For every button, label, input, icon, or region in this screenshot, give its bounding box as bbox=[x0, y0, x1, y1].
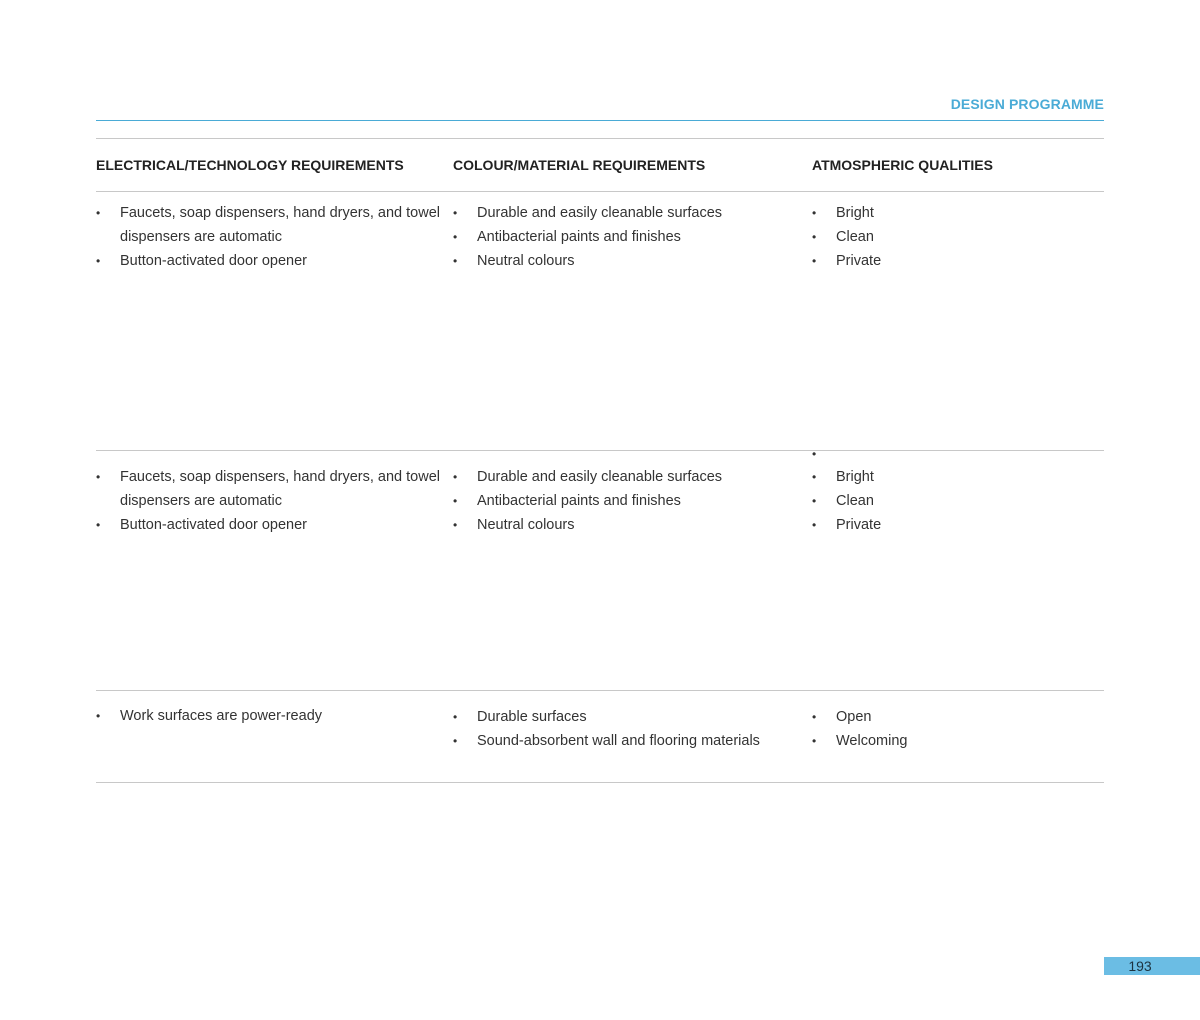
bullet-list bbox=[96, 465, 441, 537]
list-item-text: Bright bbox=[836, 469, 874, 485]
list-item bbox=[812, 729, 1102, 753]
table-bottom-rule bbox=[96, 782, 1104, 783]
bullet-list bbox=[812, 465, 1102, 537]
list-item bbox=[812, 489, 1102, 513]
cell-electrical bbox=[96, 465, 441, 537]
cell-colour-material bbox=[453, 705, 803, 753]
list-item bbox=[96, 201, 441, 249]
header-accent-rule bbox=[96, 120, 1104, 121]
bullet-icon: • bbox=[453, 494, 458, 508]
list-item bbox=[812, 513, 1102, 537]
list-item-text: Open bbox=[836, 709, 872, 725]
column-header-colour-material: COLOUR/MATERIAL REQUIREMENTS bbox=[453, 157, 706, 173]
cell-colour-material bbox=[453, 201, 803, 273]
list-item-text: Faucets, soap dispensers, hand dryers, and towel dispensers are automatic bbox=[120, 469, 440, 509]
list-item bbox=[812, 465, 1102, 489]
bullet-icon: • bbox=[453, 518, 458, 532]
list-item-text: Welcoming bbox=[836, 733, 908, 749]
header-bottom-rule bbox=[96, 191, 1104, 192]
bullet-icon: • bbox=[96, 470, 101, 484]
list-item bbox=[812, 249, 1102, 273]
list-item-text: Private bbox=[836, 253, 882, 269]
list-item bbox=[453, 705, 803, 729]
list-item bbox=[453, 513, 803, 537]
bullet-icon: • bbox=[96, 206, 101, 220]
cell-electrical bbox=[96, 201, 441, 273]
row-divider bbox=[96, 690, 1104, 691]
bullet-icon: • bbox=[453, 734, 458, 748]
list-item bbox=[96, 249, 441, 273]
list-item-text: Clean bbox=[836, 229, 874, 245]
bullet-icon: • bbox=[812, 206, 817, 220]
page-number: 193 bbox=[1128, 958, 1152, 974]
list-item-text: Bright bbox=[836, 205, 874, 221]
cell-colour-material bbox=[453, 465, 803, 537]
list-item-text: Button-activated door opener bbox=[120, 253, 308, 269]
bullet-list bbox=[812, 201, 1102, 273]
column-header-atmospheric: ATMOSPHERIC QUALITIES bbox=[812, 157, 993, 173]
list-item bbox=[96, 704, 441, 728]
page-number-tab bbox=[1104, 957, 1200, 975]
column-header-electrical: ELECTRICAL/TECHNOLOGY REQUIREMENTS bbox=[96, 157, 404, 173]
list-item-text: Button-activated door opener bbox=[120, 517, 308, 533]
bullet-icon: • bbox=[812, 734, 817, 748]
bullet-icon: • bbox=[812, 230, 817, 244]
list-item-text: Clean bbox=[836, 493, 874, 509]
table-header-row bbox=[0, 157, 1200, 177]
list-item bbox=[96, 513, 441, 537]
bullet-list bbox=[96, 201, 441, 273]
bullet-list bbox=[453, 705, 803, 753]
list-item-text: Work surfaces are power-ready bbox=[120, 708, 323, 724]
table-top-rule bbox=[96, 138, 1104, 139]
bullet-list bbox=[812, 705, 1102, 753]
bullet-icon: • bbox=[453, 710, 458, 724]
list-item bbox=[453, 465, 803, 489]
list-item bbox=[453, 201, 803, 225]
list-item-text: Durable and easily cleanable surfaces bbox=[477, 205, 723, 221]
list-item-text: Faucets, soap dispensers, hand dryers, and towel dispensers are automatic bbox=[120, 205, 440, 245]
list-item-text: Neutral colours bbox=[477, 517, 575, 533]
bullet-icon: • bbox=[453, 254, 458, 268]
bullet-icon: • bbox=[453, 470, 458, 484]
list-item bbox=[453, 489, 803, 513]
bullet-icon: • bbox=[812, 494, 817, 508]
list-item bbox=[812, 225, 1102, 249]
bullet-icon: • bbox=[96, 518, 101, 532]
row-divider bbox=[96, 450, 1104, 451]
section-title: DESIGN PROGRAMME bbox=[950, 96, 1104, 112]
list-item bbox=[453, 729, 803, 753]
list-item bbox=[453, 225, 803, 249]
list-item-text: Antibacterial paints and finishes bbox=[477, 229, 681, 245]
list-item-text: Durable surfaces bbox=[477, 709, 587, 725]
bullet-icon: • bbox=[96, 254, 101, 268]
bullet-icon: • bbox=[812, 710, 817, 724]
list-item-text: Antibacterial paints and finishes bbox=[477, 493, 681, 509]
list-item-text: Neutral colours bbox=[477, 253, 575, 269]
bullet-icon: • bbox=[812, 254, 817, 268]
bullet-icon: • bbox=[453, 230, 458, 244]
cell-atmospheric bbox=[812, 705, 1102, 753]
cell-atmospheric bbox=[812, 465, 1102, 537]
cell-electrical bbox=[96, 704, 441, 728]
bullet-list bbox=[96, 704, 441, 728]
bullet-list bbox=[453, 465, 803, 537]
stray-bullet-icon: • bbox=[812, 447, 817, 461]
list-item bbox=[453, 249, 803, 273]
list-item bbox=[812, 705, 1102, 729]
list-item bbox=[96, 465, 441, 513]
list-item-text: Durable and easily cleanable surfaces bbox=[477, 469, 723, 485]
bullet-icon: • bbox=[812, 470, 817, 484]
list-item bbox=[812, 201, 1102, 225]
bullet-icon: • bbox=[812, 518, 817, 532]
list-item-text: Private bbox=[836, 517, 882, 533]
bullet-icon: • bbox=[96, 709, 101, 723]
bullet-list bbox=[453, 201, 803, 273]
bullet-icon: • bbox=[453, 206, 458, 220]
cell-atmospheric bbox=[812, 201, 1102, 273]
list-item-text: Sound-absorbent wall and flooring materials bbox=[477, 733, 760, 749]
